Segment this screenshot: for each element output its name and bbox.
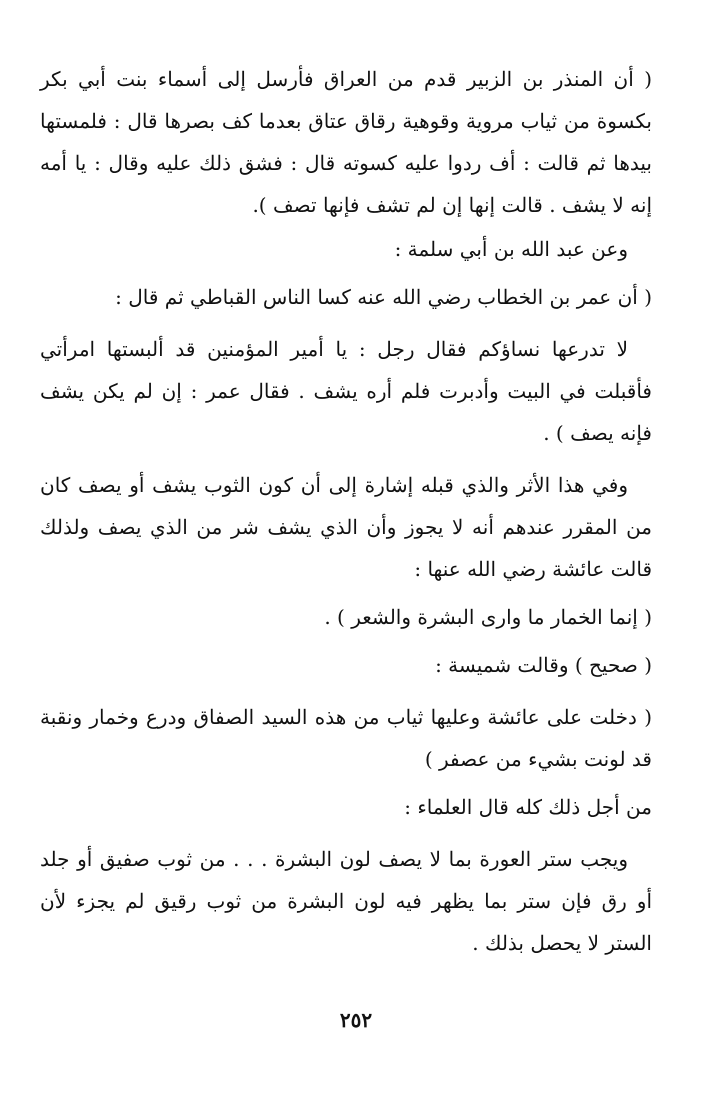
paragraph-9: من أجل ذلك كله قال العلماء : bbox=[404, 795, 652, 819]
paragraph-1: ( أن المنذر بن الزبير قدم من العراق فأرسل إلى أسماء بنت أبي بكر بكسوة من ثياب مروية وقوهية رقاق عتاق بعدما كف بصرها قال : فلمستها بيدها ثم قالت : أف ردوا عليه كسوته قال : فشق ذلك عليه وقال : يا أمه إنه لا يشف . قالت إنها إن لم تشف فإنها تصف ). bbox=[40, 67, 652, 217]
paragraph-8: ( دخلت على عائشة وعليها ثياب من هذه السيد الصفاق ودرع وخمار ونقبة قد لونت بشيء من عصفر ) bbox=[40, 705, 652, 771]
paragraph-2: وعن عبد الله بن أبي سلمة : bbox=[394, 237, 628, 261]
paragraph-10: ويجب ستر العورة بما لا يصف لون البشرة . . . من ثوب صفيق أو جلد أو رق فإن ستر بما يظهر فيه لون البشرة من ثوب رقيق لم يجزء لأن الستر لا يحصل بذلك . bbox=[40, 847, 652, 955]
paragraph-5: وفي هذا الأثر والذي قبله إشارة إلى أن كون الثوب يشف أو يصف كان من المقرر عندهم أنه لا يجوز وأن الذي يشف شر من الذي يصف ولذلك قالت عائشة رضي الله عنها : bbox=[40, 473, 652, 581]
page-body-text bbox=[40, 58, 652, 964]
paragraph-6: ( إنما الخمار ما وارى البشرة والشعر ) . bbox=[324, 605, 652, 629]
paragraph-4: لا تدرعها نساؤكم فقال رجل : يا أمير المؤمنين قد ألبستها امرأتي فأقبلت في البيت وأدبرت فلم أره يشف . فقال عمر : إن لم يكن يشف فإنه يصف ) . bbox=[40, 337, 652, 445]
paragraph-7: ( صحيح ) وقالت شميسة : bbox=[435, 653, 652, 677]
paragraph-3: ( أن عمر بن الخطاب رضي الله عنه كسا الناس القباطي ثم قال : bbox=[115, 285, 652, 309]
page-number: ٢٥٢ bbox=[339, 1008, 373, 1032]
